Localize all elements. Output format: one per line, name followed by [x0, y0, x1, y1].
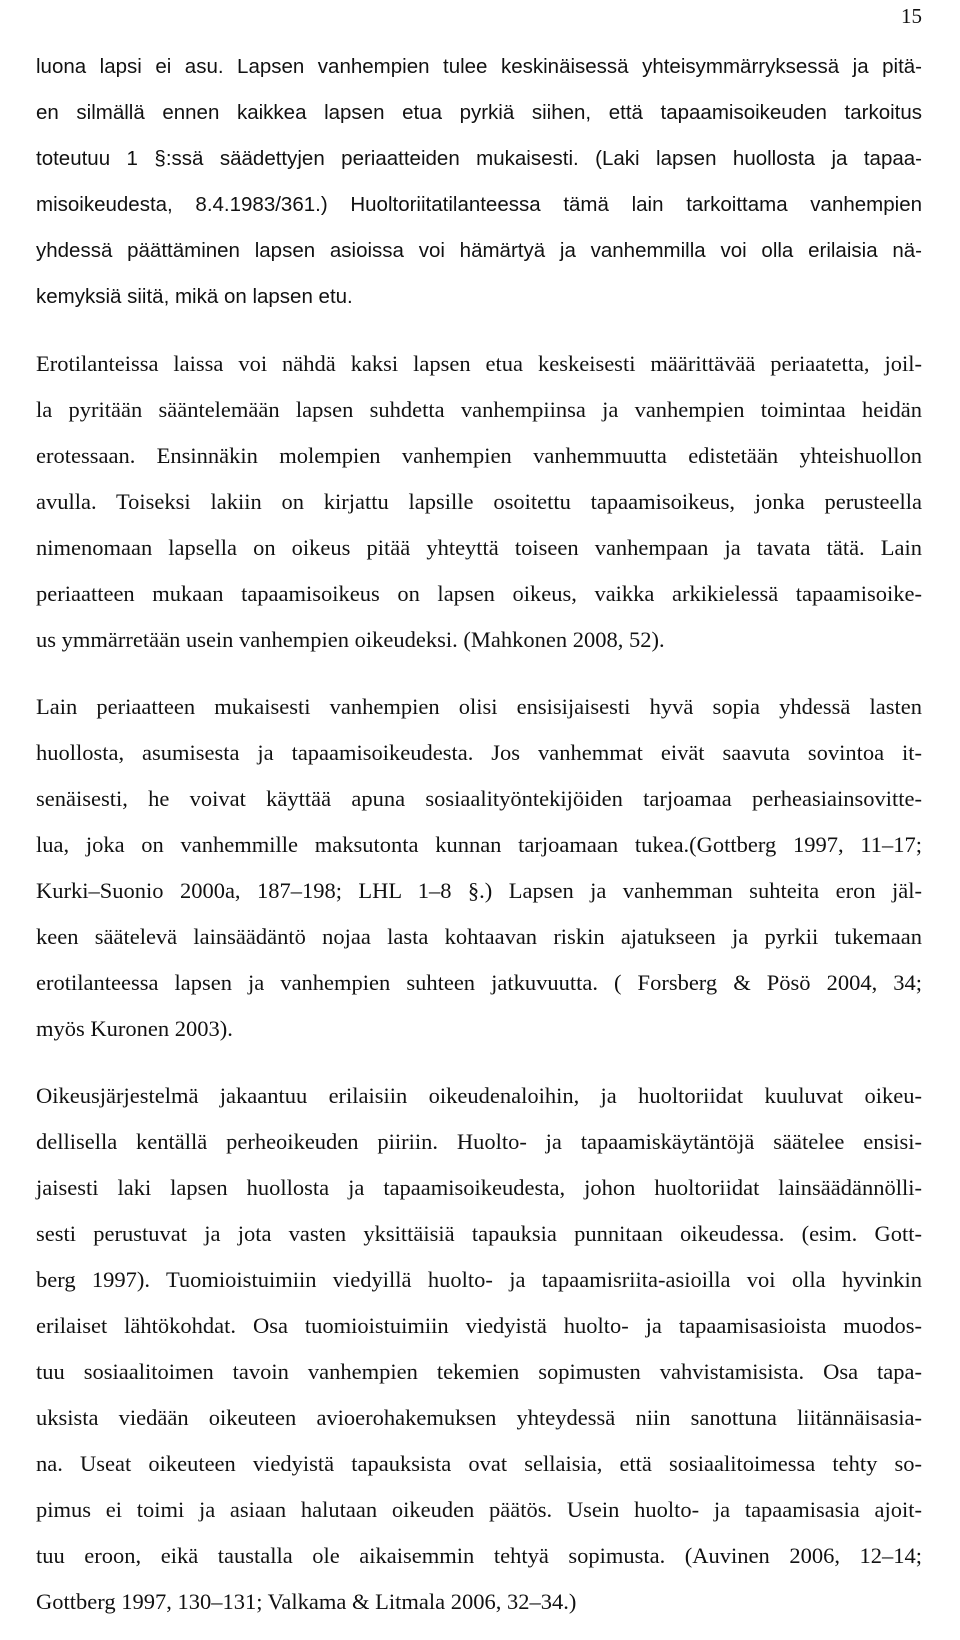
text-line: uksista viedään oikeuteen avioerohakemuksen yhteydessä niin sanottuna liitännäisasia-: [36, 1405, 922, 1430]
text-line: pimus ei toimi ja asiaan halutaan oikeuden päätös. Usein huolto- ja tapaamisasia ajoit-: [36, 1497, 922, 1522]
text-line: yhdessä päättäminen lapsen asioissa voi hämärtyä ja vanhemmilla voi olla erilaisia nä-: [36, 239, 922, 262]
text-line: dellisella kentällä perheoikeuden piiriin. Huolto- ja tapaamiskäytäntöjä säätelee ensisi-: [36, 1129, 922, 1154]
text-line: sesti perustuvat ja jota vasten yksittäisiä tapauksia punnitaan oikeudessa. (esim. Gott-: [36, 1221, 922, 1246]
text-line: lua, joka on vanhemmille maksutonta kunnan tarjoamaan tukea.(Gottberg 1997, 11–17;: [36, 832, 922, 857]
paragraph-1: [36, 44, 922, 320]
text-line: myös Kuronen 2003).: [36, 1016, 233, 1041]
text-line: berg 1997). Tuomioistuimiin viedyillä huolto- ja tapaamisriita-asioilla voi olla hyvinkin: [36, 1267, 922, 1292]
text-line: avulla. Toiseksi lakiin on kirjattu lapsille osoitettu tapaamisoikeus, jonka perusteella: [36, 489, 922, 514]
text-line: nimenomaan lapsella on oikeus pitää yhteyttä toiseen vanhempaan ja tavata tätä. Lain: [36, 535, 922, 560]
paragraph-4: [36, 1073, 922, 1625]
document-body: [36, 44, 922, 1625]
page-number: 15: [901, 4, 922, 28]
text-line: toteutuu 1 §:ssä säädettyjen periaatteiden mukaisesti. (Laki lapsen huollosta ja tapaa-: [36, 147, 922, 170]
paragraph-3: [36, 684, 922, 1052]
text-line: luona lapsi ei asu. Lapsen vanhempien tulee keskinäisessä yhteisymmärryksessä ja pitä-: [36, 55, 922, 78]
text-line: misoikeudesta, 8.4.1983/361.) Huoltoriitatilanteessa tämä lain tarkoittama vanhempien: [36, 193, 922, 216]
text-line: us ymmärretään usein vanhempien oikeudeksi. (Mahkonen 2008, 52).: [36, 627, 665, 652]
text-line: jaisesti laki lapsen huollosta ja tapaamisoikeudesta, johon huoltoriidat lainsäädännölli-: [36, 1175, 922, 1200]
text-line: periaatteen mukaan tapaamisoikeus on lapsen oikeus, vaikka arkikielessä tapaamisoike-: [36, 581, 922, 606]
text-line: Erotilanteissa laissa voi nähdä kaksi lapsen etua keskeisesti määrittävää periaatetta, joil-: [36, 351, 922, 376]
text-line: erotilanteessa lapsen ja vanhempien suhteen jatkuvuutta. ( Forsberg & Pösö 2004, 34;: [36, 970, 922, 995]
text-line: la pyritään sääntelemään lapsen suhdetta vanhempiinsa ja vanhempien toimintaa heidän: [36, 397, 922, 422]
text-line: kemyksiä siitä, mikä on lapsen etu.: [36, 285, 353, 308]
text-line: Lain periaatteen mukaisesti vanhempien olisi ensisijaisesti hyvä sopia yhdessä lasten: [36, 694, 922, 719]
text-line: erilaiset lähtökohdat. Osa tuomioistuimiin viedyistä huolto- ja tapaamisasioista muodos-: [36, 1313, 922, 1338]
text-line: en silmällä ennen kaikkea lapsen etua pyrkiä siihen, että tapaamisoikeuden tarkoitus: [36, 101, 922, 124]
text-line: erotessaan. Ensinnäkin molempien vanhempien vanhemmuutta edistetään yhteishuollon: [36, 443, 922, 468]
text-line: Kurki–Suonio 2000a, 187–198; LHL 1–8 §.) Lapsen ja vanhemman suhteita eron jäl-: [36, 878, 922, 903]
paragraph-2: [36, 341, 922, 663]
text-line: tuu eroon, eikä taustalla ole aikaisemmin tehtyä sopimusta. (Auvinen 2006, 12–14;: [36, 1543, 922, 1568]
text-line: na. Useat oikeuteen viedyistä tapauksista ovat sellaisia, että sosiaalitoimessa tehty so-: [36, 1451, 922, 1476]
text-line: Gottberg 1997, 130–131; Valkama & Litmala 2006, 32–34.): [36, 1589, 577, 1614]
text-line: tuu sosiaalitoimen tavoin vanhempien tekemien sopimusten vahvistamisista. Osa tapa-: [36, 1359, 922, 1384]
text-line: senäisesti, he voivat käyttää apuna sosiaalityöntekijöiden tarjoamaa perheasiainsovitte-: [36, 786, 922, 811]
text-line: huollosta, asumisesta ja tapaamisoikeudesta. Jos vanhemmat eivät saavuta sovintoa it-: [36, 740, 922, 765]
text-line: keen säätelevä lainsäädäntö nojaa lasta kohtaavan riskin ajatukseen ja pyrkii tukemaan: [36, 924, 922, 949]
text-line: Oikeusjärjestelmä jakaantuu erilaisiin oikeudenaloihin, ja huoltoriidat kuuluvat oikeu-: [36, 1083, 922, 1108]
